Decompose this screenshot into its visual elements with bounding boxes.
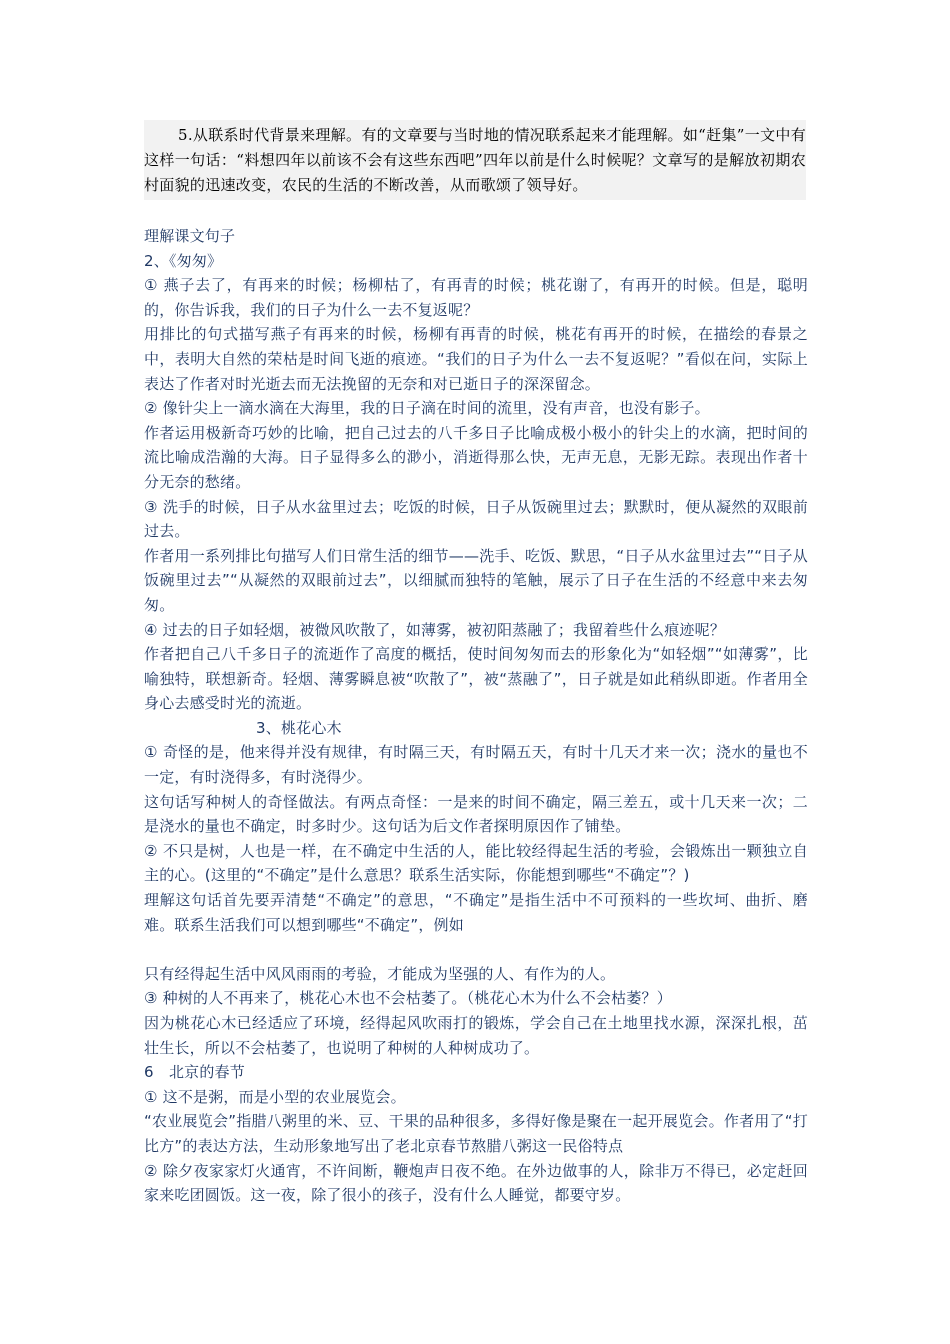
section-heading: 理解课文句子 bbox=[144, 227, 236, 245]
sentence-taohua-3: ③ 种树的人不再来了，桃花心木也不会枯萎了。（桃花心木为什么不会枯萎？） bbox=[144, 989, 672, 1008]
explanation-taohua-2b: 只有经得起生活中风风雨雨的考验，才能成为坚强的人、有作为的人。 bbox=[144, 964, 616, 983]
lesson-title-taohua: 3、桃花心木 bbox=[256, 718, 342, 737]
lesson-title-beijing: 6 北京的春节 bbox=[144, 1063, 245, 1082]
explanation-1: 用排比的句式描写燕子有再来的时候，杨柳有再青的时候，桃花有再开的时候，在描绘的春景之中，表明大自然的荣枯是时间飞逝的痕迹。“我们的日子为什么一去不复返呢？”看似在问，实际上表达了作者对时光逝去而无法挽留的无奈和对已逝日子的深深留念。 bbox=[144, 325, 808, 393]
intro-highlight-box bbox=[144, 120, 806, 200]
intro-paragraph: 5.从联系时代背景来理解。有的文章要与当时地的情况联系起来才能理解。如“赶集”一文中有这样一句话：“料想四年以前该不会有这些东西吧”四年以前是什么时候呢？文章写的是解放初期农村面貌的迅速改变，农民的生活的不断改善，从而歌颂了领导好。 bbox=[144, 126, 806, 194]
sentence-taohua-2: ② 不只是树，人也是一样，在不确定中生活的人，能比较经得起生活的考验，会锻炼出一颗独立自主的心。(这里的“不确定”是什么意思？联系生活实际，你能想到哪些“不确定”？) bbox=[144, 841, 808, 885]
sentence-2: ② 像针尖上一滴水滴在大海里，我的日子滴在时间的流里，没有声音，也没有影子。 bbox=[144, 399, 710, 418]
sentence-1: ① 燕子去了，有再来的时候；杨柳枯了，有再青的时候；桃花谢了，有再开的时候。但是，聪明的，你告诉我，我们的日子为什么一去不复返呢？ bbox=[144, 276, 808, 319]
explanation-3: 作者用一系列排比句描写人们日常生活的细节——洗手、吃饭、默思，“日子从水盆里过去”“日子从饭碗里过去”“从凝然的双眼前过去”，以细腻而独特的笔触，展示了日子在生活的不经意中来去匆匆。 bbox=[144, 546, 808, 614]
lesson-title-congcong: 2、《匆匆》 bbox=[144, 251, 223, 270]
blank-line bbox=[144, 937, 808, 962]
explanation-4: 作者把自己八千多日子的流逝作了高度的概括，使时间匆匆而去的形象化为“如轻烟”“如薄雾”，比喻独特，联想新奇。轻烟、薄雾瞬息被“吹散了”，被“蒸融了”，日子就是如此稍纵即逝。作者用全身心去感受时光的流逝。 bbox=[144, 645, 808, 713]
explanation-2: 作者运用极新奇巧妙的比喻，把自己过去的八千多日子比喻成极小极小的针尖上的水滴，把时间的流比喻成浩瀚的大海。日子显得多么的渺小，消逝得那么快，无声无息，无影无踪。表现出作者十分无奈的愁绪。 bbox=[144, 423, 808, 491]
explanation-taohua-3: 因为桃花心木已经适应了环境，经得起风吹雨打的锻炼，学会自己在土地里找水源，深深扎根，茁壮生长，所以不会枯萎了，也说明了种树的人种树成功了。 bbox=[144, 1014, 808, 1057]
sentence-beijing-1: ① 这不是粥，而是小型的农业展览会。 bbox=[144, 1087, 406, 1106]
explanation-taohua-2: 理解这句话首先要弄清楚“不确定”的意思，“不确定”是指生活中不可预料的一些坎坷、曲折、磨难。联系生活我们可以想到哪些“不确定”，例如 bbox=[144, 891, 808, 934]
sentence-taohua-1: ① 奇怪的是，他来得并没有规律，有时隔三天，有时隔五天，有时十几天才来一次；浇水的量也不一定，有时浇得多，有时浇得少。 bbox=[144, 743, 808, 787]
sentence-beijing-2: ② 除夕夜家家灯火通宵，不许间断，鞭炮声日夜不绝。在外边做事的人，除非万不得已，必定赶回家来吃团圆饭。这一夜，除了很小的孩子，没有什么人睡觉，都要守岁。 bbox=[144, 1161, 808, 1205]
explanation-taohua-1: 这句话写种树人的奇怪做法。有两点奇怪：一是来的时间不确定，隔三差五，或十几天来一次；二是浇水的量也不确定，时多时少。这句话为后文作者探明原因作了铺垫。 bbox=[144, 792, 808, 836]
main-content bbox=[144, 224, 808, 1208]
explanation-beijing-1: “农业展览会”指腊八粥里的米、豆、干果的品种很多，多得好像是聚在一起开展览会。作者用了“打比方”的表达方法，生动形象地写出了老北京春节熬腊八粥这一民俗特点 bbox=[144, 1112, 808, 1155]
sentence-3: ③ 洗手的时候，日子从水盆里过去；吃饭的时候，日子从饭碗里过去；默默时，便从凝然的双眼前过去。 bbox=[144, 497, 808, 541]
sentence-4: ④ 过去的日子如轻烟，被微风吹散了，如薄雾，被初阳蒸融了；我留着些什么痕迹呢？ bbox=[144, 620, 726, 639]
